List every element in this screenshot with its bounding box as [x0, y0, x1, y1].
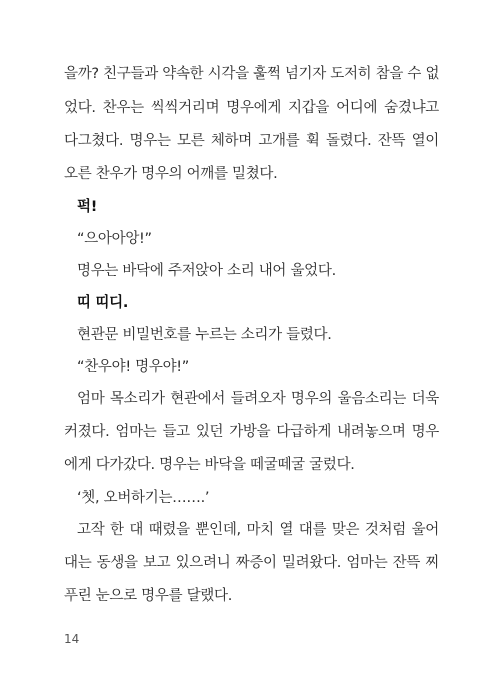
body-text-line: 다그쳤다. 명우는 모른 체하며 고개를 휙 돌렸다. 잔뜩 열이	[64, 133, 439, 149]
body-text-line: 푸린 눈으로 명우를 달랬다.	[64, 588, 233, 604]
body-text-line: 명우는 바닥에 주저앉아 소리 내어 울었다.	[77, 263, 336, 279]
body-text-line: 을까? 친구들과 약속한 시각을 훌쩍 넘기자 도저히 참을 수 없	[64, 66, 440, 82]
page-number: 14	[64, 632, 80, 646]
body-text-line: 대는 동생을 보고 있으려니 짜증이 밀려왔다. 엄마는 잔뜩 찌	[64, 555, 439, 571]
sound-effect-text: 퍽!	[77, 199, 98, 215]
sound-effect-text: 띠 띠디.	[77, 295, 129, 311]
body-text-line: 엄마 목소리가 현관에서 들려오자 명우의 울음소리는 더욱	[77, 391, 439, 407]
body-text-line: 현관문 비밀번호를 누르는 소리가 들렸다.	[77, 327, 332, 343]
body-text-line: 었다. 찬우는 씩씩거리며 명우에게 지갑을 어디에 숨겼냐고	[64, 100, 439, 116]
dialogue-line: “으아아앙!”	[77, 231, 152, 247]
dialogue-line: “찬우야! 명우야!”	[77, 359, 190, 375]
body-text-line: 고작 한 대 때렸을 뿐인데, 마치 열 대를 맞은 것처럼 울어	[77, 522, 439, 538]
body-text-line: 오른 찬우가 명우의 어깨를 밀쳤다.	[64, 166, 278, 182]
body-text-line: 커졌다. 엄마는 들고 있던 가방을 다급하게 내려놓으며 명우	[64, 424, 439, 440]
body-text-line: 에게 다가갔다. 명우는 바닥을 떼굴떼굴 굴렀다.	[64, 457, 355, 473]
thought-line: ‘쳇, 오버하기는…….’	[77, 490, 210, 506]
